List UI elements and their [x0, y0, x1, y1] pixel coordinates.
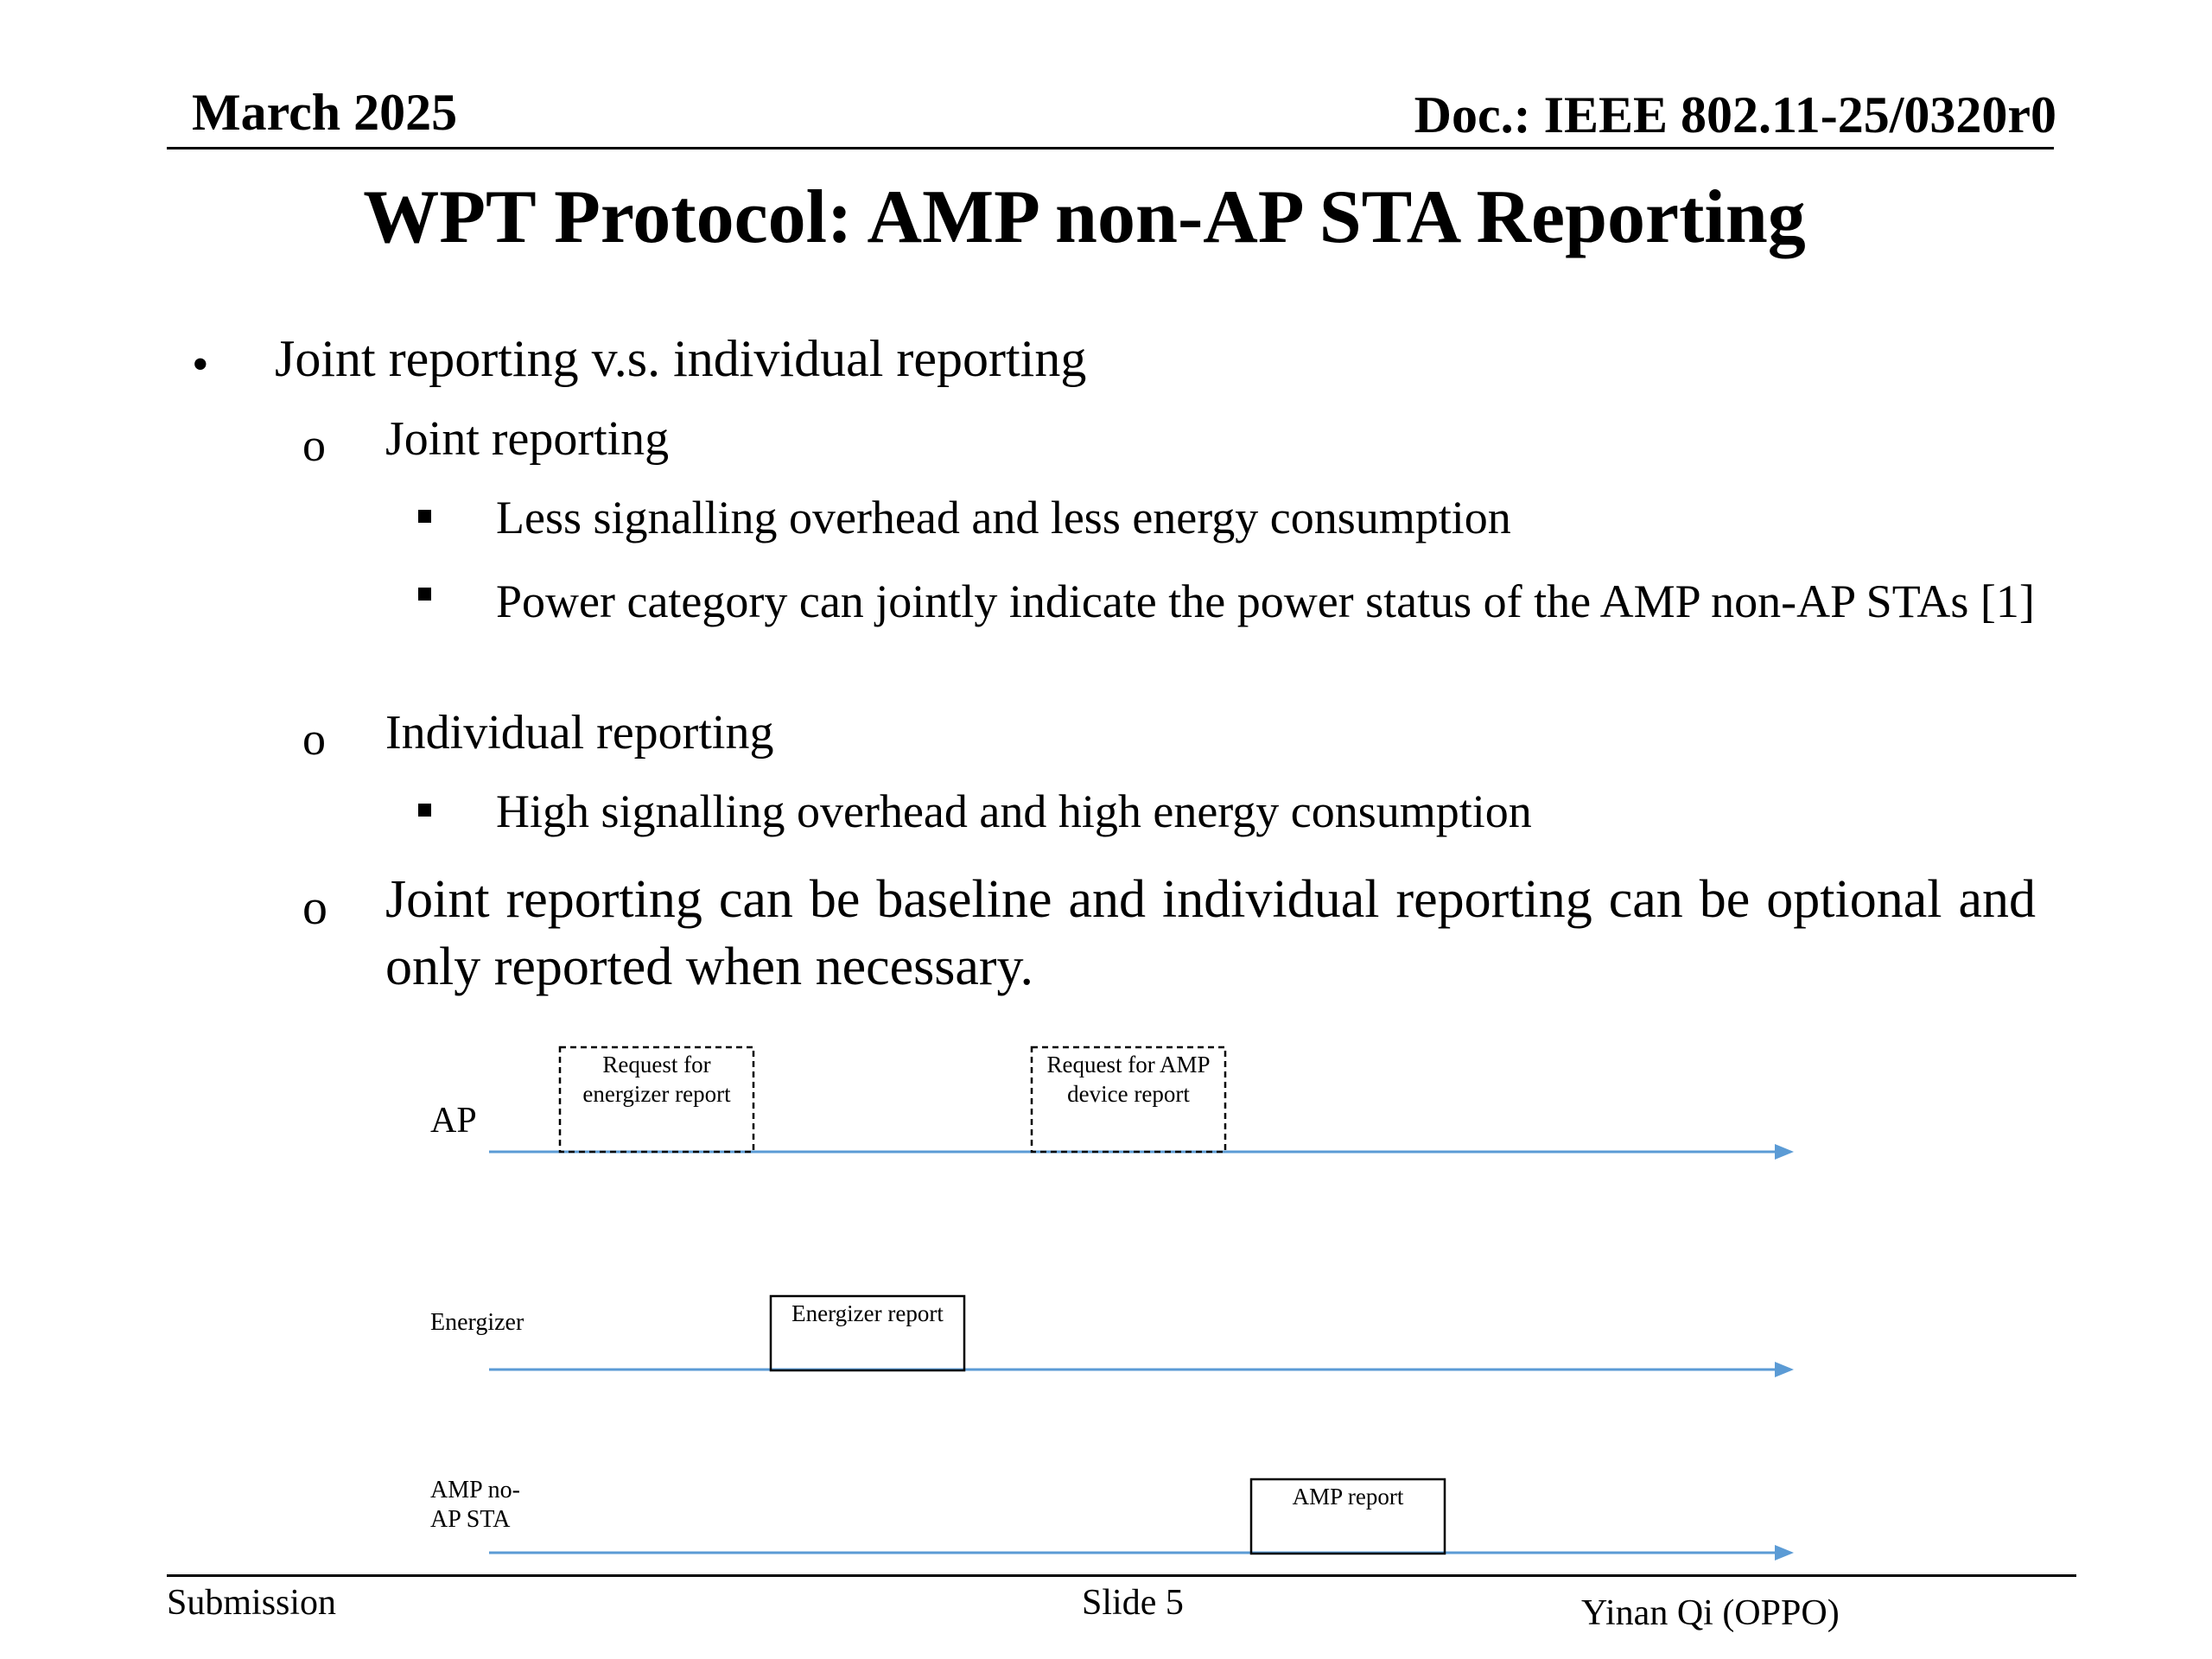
amp-report-label: AMP report [1292, 1484, 1404, 1510]
bullet-circle: o [302, 419, 326, 471]
slide-title: WPT Protocol: AMP non-AP STA Reporting [363, 175, 1806, 259]
request-amp-label: Request for AMP device report [1046, 1052, 1211, 1107]
energizer-report-label: Energizer report [791, 1300, 944, 1326]
individual-item-1: High signalling overhead and high energy consumption [496, 785, 1532, 837]
bullet-joint-vs-individual: Joint reporting v.s. individual reporting [275, 330, 1087, 387]
sub-joint-reporting: Joint reporting [385, 412, 670, 466]
amp-timeline-arrow [489, 1545, 1794, 1560]
lane-label-amp-line2: AP STA [430, 1506, 511, 1533]
header-doc-id: Doc.: IEEE 802.11-25/0320r0 [1414, 86, 2056, 143]
lane-label-ap: AP [430, 1101, 477, 1141]
footer-submission: Submission [167, 1583, 337, 1623]
request-energizer-label: Request for energizer report [582, 1052, 731, 1107]
header-date: March 2025 [192, 84, 458, 141]
lane-label-energizer: Energizer [430, 1309, 524, 1336]
footer-author: Yinan Qi (OPPO) [1581, 1593, 1840, 1633]
footer-slide-number: Slide 5 [1082, 1583, 1184, 1623]
sub-baseline-statement: Joint reporting can be baseline and individual reporting can be optional and only reported when necessary. [385, 870, 2036, 996]
bullet-circle: o [302, 879, 327, 935]
sub-individual-reporting: Individual reporting [385, 706, 774, 760]
energizer-timeline-arrow [489, 1362, 1794, 1377]
lane-label-amp-line1: AMP no- [430, 1477, 520, 1503]
footer-rule [167, 1574, 2076, 1577]
bullet-dot: • [192, 338, 209, 391]
joint-item-1: Less signalling overhead and less energy consumption [496, 492, 1511, 543]
bullet-circle: o [302, 713, 326, 765]
joint-item-2: Power category can jointly indicate the power status of the AMP non-AP STAs [1] [496, 575, 2035, 627]
